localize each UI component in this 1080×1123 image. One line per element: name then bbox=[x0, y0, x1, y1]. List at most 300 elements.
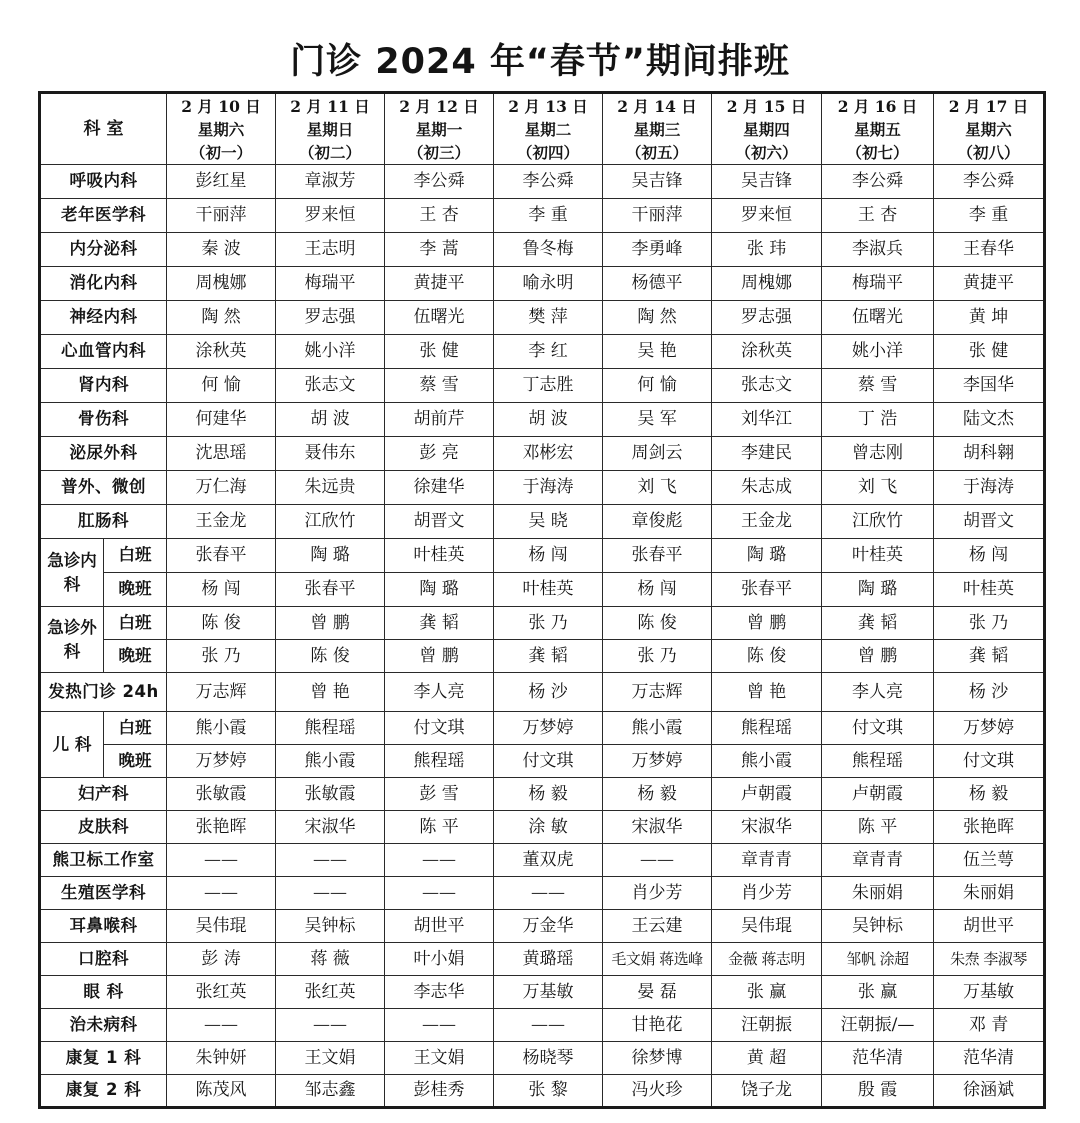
duty-cell: 伍曙光 bbox=[822, 301, 934, 335]
duty-cell: 曾 艳 bbox=[276, 673, 385, 712]
date-header-weekday: 星期六 bbox=[197, 119, 245, 139]
department-group-label: 急诊外科 bbox=[40, 607, 104, 673]
duty-cell: 付文琪 bbox=[822, 712, 934, 745]
duty-cell: 万志辉 bbox=[167, 673, 276, 712]
department-group-label: 急诊内科 bbox=[40, 539, 104, 607]
duty-cell: 宋淑华 bbox=[603, 811, 712, 844]
duty-cell: 丁 浩 bbox=[822, 403, 934, 437]
duty-cell: 樊 萍 bbox=[494, 301, 603, 335]
duty-cell: 熊程瑶 bbox=[385, 745, 494, 778]
table-row bbox=[40, 505, 1045, 539]
duty-cell: 李志华 bbox=[385, 976, 494, 1009]
duty-cell: 付文琪 bbox=[385, 712, 494, 745]
duty-cell: 涂秋英 bbox=[167, 335, 276, 369]
duty-cell: 陈 平 bbox=[822, 811, 934, 844]
duty-cell: 李公舜 bbox=[934, 165, 1045, 199]
date-header bbox=[385, 93, 494, 165]
duty-cell: 曾 鹏 bbox=[822, 640, 934, 673]
duty-cell: 朱焘 李淑琴 bbox=[934, 943, 1045, 976]
duty-cell: 殷 霞 bbox=[822, 1075, 934, 1108]
table-row bbox=[40, 437, 1045, 471]
duty-cell: 万志辉 bbox=[603, 673, 712, 712]
duty-cell: 陶 璐 bbox=[822, 573, 934, 607]
department-label: 肾内科 bbox=[40, 369, 167, 403]
date-header-weekday: 星期二 bbox=[524, 119, 572, 139]
duty-cell: 饶子龙 bbox=[712, 1075, 822, 1108]
duty-cell: 沈思瑶 bbox=[167, 437, 276, 471]
duty-cell: 金薇 蒋志明 bbox=[712, 943, 822, 976]
duty-cell: 杨 闯 bbox=[603, 573, 712, 607]
duty-cell: 何 愉 bbox=[167, 369, 276, 403]
duty-cell: 周槐娜 bbox=[167, 267, 276, 301]
department-label: 神经内科 bbox=[40, 301, 167, 335]
duty-cell: 彭 雪 bbox=[385, 778, 494, 811]
department-label: 普外、微创 bbox=[40, 471, 167, 505]
duty-cell: 熊小霞 bbox=[603, 712, 712, 745]
date-header-weekday: 星期一 bbox=[415, 119, 463, 139]
duty-cell: 吴吉锋 bbox=[603, 165, 712, 199]
duty-cell: 吴 晓 bbox=[494, 505, 603, 539]
duty-cell: 章青青 bbox=[822, 844, 934, 877]
table-row bbox=[40, 369, 1045, 403]
table-row bbox=[40, 607, 1045, 640]
duty-cell: 章淑芳 bbox=[276, 165, 385, 199]
duty-cell: 伍曙光 bbox=[385, 301, 494, 335]
table-row bbox=[40, 335, 1045, 369]
duty-cell: 陈 俊 bbox=[603, 607, 712, 640]
duty-cell: 曾 鹏 bbox=[712, 607, 822, 640]
duty-cell: 伍兰萼 bbox=[934, 844, 1045, 877]
duty-cell: 刘华江 bbox=[712, 403, 822, 437]
duty-cell: 龚 韬 bbox=[494, 640, 603, 673]
department-label: 呼吸内科 bbox=[40, 165, 167, 199]
department-label: 康复 1 科 bbox=[40, 1042, 167, 1075]
duty-cell: 张 乃 bbox=[603, 640, 712, 673]
duty-cell: 朱远贵 bbox=[276, 471, 385, 505]
department-label: 肛肠科 bbox=[40, 505, 167, 539]
duty-cell: 王 杏 bbox=[385, 199, 494, 233]
duty-cell: 万基敏 bbox=[494, 976, 603, 1009]
duty-cell: 朱志成 bbox=[712, 471, 822, 505]
duty-cell: 胡前芹 bbox=[385, 403, 494, 437]
duty-cell: 周槐娜 bbox=[712, 267, 822, 301]
shift-label: 白班 bbox=[104, 607, 167, 640]
date-header-weekday: 星期五 bbox=[854, 119, 901, 139]
department-label: 皮肤科 bbox=[40, 811, 167, 844]
duty-cell: 聂伟东 bbox=[276, 437, 385, 471]
duty-cell: 邓彬宏 bbox=[494, 437, 603, 471]
duty-cell: 卢朝霞 bbox=[822, 778, 934, 811]
duty-cell: 叶桂英 bbox=[822, 539, 934, 573]
duty-cell: 张红英 bbox=[167, 976, 276, 1009]
duty-cell: 张 玮 bbox=[712, 233, 822, 267]
duty-cell: 李国华 bbox=[934, 369, 1045, 403]
duty-cell: 彭红星 bbox=[167, 165, 276, 199]
department-label: 熊卫标工作室 bbox=[40, 844, 167, 877]
duty-cell: 周剑云 bbox=[603, 437, 712, 471]
duty-cell: 杨晓琴 bbox=[494, 1042, 603, 1075]
duty-cell: 叶小娟 bbox=[385, 943, 494, 976]
duty-cell: —— bbox=[494, 1009, 603, 1042]
duty-cell: 万梦婷 bbox=[603, 745, 712, 778]
department-label: 消化内科 bbox=[40, 267, 167, 301]
duty-cell: 万梦婷 bbox=[167, 745, 276, 778]
table-row bbox=[40, 712, 1045, 745]
duty-cell: 吴钟标 bbox=[822, 910, 934, 943]
duty-cell: 吴 军 bbox=[603, 403, 712, 437]
department-label: 治未病科 bbox=[40, 1009, 167, 1042]
duty-cell: 姚小洋 bbox=[276, 335, 385, 369]
duty-cell: 黄捷平 bbox=[934, 267, 1045, 301]
duty-cell: 干丽萍 bbox=[603, 199, 712, 233]
shift-label: 白班 bbox=[104, 539, 167, 573]
duty-cell: 叶桂英 bbox=[385, 539, 494, 573]
duty-cell: 邹帆 涂超 bbox=[822, 943, 934, 976]
date-header-lunar: （初五） bbox=[626, 142, 689, 162]
duty-cell: 黄 坤 bbox=[934, 301, 1045, 335]
department-label: 发热门诊 24h bbox=[40, 673, 167, 712]
duty-cell: 李 红 bbox=[494, 335, 603, 369]
table-row bbox=[40, 539, 1045, 573]
duty-cell: 姚小洋 bbox=[822, 335, 934, 369]
duty-cell: 徐建华 bbox=[385, 471, 494, 505]
duty-cell: 张 黎 bbox=[494, 1075, 603, 1108]
duty-cell: 江欣竹 bbox=[276, 505, 385, 539]
duty-cell: 杨 沙 bbox=[934, 673, 1045, 712]
duty-cell: 陈 俊 bbox=[276, 640, 385, 673]
date-header-date: 2 月 11 日 bbox=[290, 96, 370, 116]
duty-cell: 杨 闯 bbox=[167, 573, 276, 607]
duty-cell: 张 乃 bbox=[167, 640, 276, 673]
duty-cell: 胡世平 bbox=[934, 910, 1045, 943]
duty-cell: 万梦婷 bbox=[494, 712, 603, 745]
duty-cell: 江欣竹 bbox=[822, 505, 934, 539]
duty-cell: 张志文 bbox=[276, 369, 385, 403]
duty-cell: 宋淑华 bbox=[276, 811, 385, 844]
duty-cell: 陶 然 bbox=[167, 301, 276, 335]
duty-cell: 于海涛 bbox=[934, 471, 1045, 505]
duty-cell: 叶桂英 bbox=[494, 573, 603, 607]
duty-cell: 刘 飞 bbox=[603, 471, 712, 505]
duty-cell: 朱丽娟 bbox=[822, 877, 934, 910]
duty-cell: 张艳晖 bbox=[167, 811, 276, 844]
department-label: 康复 2 科 bbox=[40, 1075, 167, 1108]
duty-cell: 喻永明 bbox=[494, 267, 603, 301]
duty-cell: —— bbox=[603, 844, 712, 877]
date-header bbox=[934, 93, 1045, 165]
duty-cell: —— bbox=[276, 844, 385, 877]
date-header-lunar: （初四） bbox=[517, 142, 580, 162]
duty-cell: 范华清 bbox=[822, 1042, 934, 1075]
department-label: 口腔科 bbox=[40, 943, 167, 976]
duty-cell: 胡 波 bbox=[276, 403, 385, 437]
table-row bbox=[40, 165, 1045, 199]
duty-cell: —— bbox=[167, 877, 276, 910]
department-label: 骨伤科 bbox=[40, 403, 167, 437]
duty-cell: 李公舜 bbox=[822, 165, 934, 199]
duty-cell: 陶 璐 bbox=[385, 573, 494, 607]
duty-cell: 胡晋文 bbox=[385, 505, 494, 539]
duty-cell: 胡 波 bbox=[494, 403, 603, 437]
duty-cell: 张 健 bbox=[385, 335, 494, 369]
duty-cell: 陶 然 bbox=[603, 301, 712, 335]
duty-cell: 熊程瑶 bbox=[276, 712, 385, 745]
duty-cell: 熊小霞 bbox=[276, 745, 385, 778]
duty-cell: 王文娟 bbox=[276, 1042, 385, 1075]
table-row bbox=[40, 1075, 1045, 1108]
duty-cell: —— bbox=[167, 844, 276, 877]
table-row bbox=[40, 471, 1045, 505]
duty-cell: 章俊彪 bbox=[603, 505, 712, 539]
duty-cell: 吴 艳 bbox=[603, 335, 712, 369]
table-row bbox=[40, 233, 1045, 267]
duty-cell: 汪朝振/— bbox=[822, 1009, 934, 1042]
duty-cell: 曾 鹏 bbox=[385, 640, 494, 673]
date-header-date: 2 月 10 日 bbox=[181, 96, 261, 116]
duty-cell: 张春平 bbox=[167, 539, 276, 573]
duty-cell: 蒋 薇 bbox=[276, 943, 385, 976]
table-row bbox=[40, 301, 1045, 335]
duty-cell: 熊小霞 bbox=[712, 745, 822, 778]
duty-cell: 罗志强 bbox=[276, 301, 385, 335]
duty-cell: 付文琪 bbox=[934, 745, 1045, 778]
table-row bbox=[40, 943, 1045, 976]
duty-cell: 杨 毅 bbox=[934, 778, 1045, 811]
duty-cell: 王金龙 bbox=[712, 505, 822, 539]
duty-cell: 涂 敏 bbox=[494, 811, 603, 844]
duty-cell: —— bbox=[167, 1009, 276, 1042]
duty-cell: —— bbox=[276, 877, 385, 910]
duty-cell: 李 重 bbox=[494, 199, 603, 233]
duty-cell: 张艳晖 bbox=[934, 811, 1045, 844]
duty-cell: 杨 毅 bbox=[603, 778, 712, 811]
duty-cell: 胡晋文 bbox=[934, 505, 1045, 539]
department-label: 内分泌科 bbox=[40, 233, 167, 267]
duty-cell: 何 愉 bbox=[603, 369, 712, 403]
date-header-date: 2 月 17 日 bbox=[948, 96, 1029, 116]
duty-cell: 蔡 雪 bbox=[385, 369, 494, 403]
duty-cell: 陈 平 bbox=[385, 811, 494, 844]
table-row bbox=[40, 267, 1045, 301]
duty-cell: —— bbox=[276, 1009, 385, 1042]
duty-cell: 张春平 bbox=[276, 573, 385, 607]
duty-cell: 王 杏 bbox=[822, 199, 934, 233]
duty-cell: 陶 璐 bbox=[712, 539, 822, 573]
duty-cell: 彭桂秀 bbox=[385, 1075, 494, 1108]
date-header-lunar: （初二） bbox=[299, 142, 362, 162]
table-row bbox=[40, 745, 1045, 778]
duty-cell: 张敏霞 bbox=[167, 778, 276, 811]
duty-cell: 曾 鹏 bbox=[276, 607, 385, 640]
table-row bbox=[40, 976, 1045, 1009]
duty-cell: 晏 磊 bbox=[603, 976, 712, 1009]
duty-cell: 朱丽娟 bbox=[934, 877, 1045, 910]
date-header bbox=[276, 93, 385, 165]
duty-cell: 万仁海 bbox=[167, 471, 276, 505]
duty-cell: 李人亮 bbox=[385, 673, 494, 712]
duty-cell: —— bbox=[494, 877, 603, 910]
table-row bbox=[40, 673, 1045, 712]
duty-cell: 张春平 bbox=[712, 573, 822, 607]
duty-cell: 彭 涛 bbox=[167, 943, 276, 976]
duty-cell: 徐涵斌 bbox=[934, 1075, 1045, 1108]
department-label: 眼 科 bbox=[40, 976, 167, 1009]
duty-cell: 胡科翱 bbox=[934, 437, 1045, 471]
table-row bbox=[40, 877, 1045, 910]
duty-cell: 张 乃 bbox=[494, 607, 603, 640]
duty-cell: 蔡 雪 bbox=[822, 369, 934, 403]
duty-cell: 肖少芳 bbox=[603, 877, 712, 910]
duty-cell: 龚 韬 bbox=[822, 607, 934, 640]
duty-cell: 梅瑞平 bbox=[276, 267, 385, 301]
duty-cell: 卢朝霞 bbox=[712, 778, 822, 811]
duty-cell: 龚 韬 bbox=[385, 607, 494, 640]
date-header-date: 2 月 13 日 bbox=[508, 96, 588, 116]
duty-cell: 甘艳花 bbox=[603, 1009, 712, 1042]
date-header-weekday: 星期四 bbox=[743, 119, 790, 139]
duty-cell: 李公舜 bbox=[494, 165, 603, 199]
department-label: 生殖医学科 bbox=[40, 877, 167, 910]
duty-cell: 王春华 bbox=[934, 233, 1045, 267]
department-label: 耳鼻喉科 bbox=[40, 910, 167, 943]
duty-cell: 涂秋英 bbox=[712, 335, 822, 369]
shift-label: 晚班 bbox=[104, 640, 167, 673]
duty-cell: 万基敏 bbox=[934, 976, 1045, 1009]
duty-cell: 杨德平 bbox=[603, 267, 712, 301]
duty-cell: 张敏霞 bbox=[276, 778, 385, 811]
duty-cell: 罗来恒 bbox=[276, 199, 385, 233]
duty-cell: 邓 青 bbox=[934, 1009, 1045, 1042]
date-header-weekday: 星期六 bbox=[965, 119, 1012, 139]
duty-cell: 罗来恒 bbox=[712, 199, 822, 233]
date-header-date: 2 月 15 日 bbox=[726, 96, 807, 116]
duty-cell: 汪朝振 bbox=[712, 1009, 822, 1042]
duty-cell: 吴伟琨 bbox=[712, 910, 822, 943]
duty-cell: 邹志鑫 bbox=[276, 1075, 385, 1108]
date-header-lunar: （初六） bbox=[735, 142, 798, 162]
page-title: 门诊 2024 年“春节”期间排班 bbox=[290, 42, 790, 82]
duty-cell: 曾 艳 bbox=[712, 673, 822, 712]
date-header-lunar: （初七） bbox=[846, 142, 909, 162]
department-column-header: 科 室 bbox=[40, 93, 167, 165]
table-row bbox=[40, 573, 1045, 607]
duty-cell: 干丽萍 bbox=[167, 199, 276, 233]
shift-label: 白班 bbox=[104, 712, 167, 745]
duty-cell: 章青青 bbox=[712, 844, 822, 877]
duty-cell: 陈茂风 bbox=[167, 1075, 276, 1108]
duty-cell: 冯火珍 bbox=[603, 1075, 712, 1108]
duty-cell: 黄捷平 bbox=[385, 267, 494, 301]
duty-cell: 吴伟琨 bbox=[167, 910, 276, 943]
department-label: 老年医学科 bbox=[40, 199, 167, 233]
duty-cell: 张志文 bbox=[712, 369, 822, 403]
duty-roster-table bbox=[38, 91, 1046, 1109]
duty-cell: 付文琪 bbox=[494, 745, 603, 778]
date-header bbox=[167, 93, 276, 165]
duty-cell: 吴钟标 bbox=[276, 910, 385, 943]
date-header-date: 2 月 12 日 bbox=[399, 96, 479, 116]
date-header bbox=[712, 93, 822, 165]
date-header bbox=[603, 93, 712, 165]
table-row bbox=[40, 778, 1045, 811]
duty-cell: 王云建 bbox=[603, 910, 712, 943]
duty-cell: 张 健 bbox=[934, 335, 1045, 369]
duty-cell: 李建民 bbox=[712, 437, 822, 471]
date-header-date: 2 月 16 日 bbox=[837, 96, 918, 116]
date-header bbox=[494, 93, 603, 165]
department-label: 心血管内科 bbox=[40, 335, 167, 369]
table-row bbox=[40, 910, 1045, 943]
duty-cell: 李淑兵 bbox=[822, 233, 934, 267]
date-header-date: 2 月 14 日 bbox=[617, 96, 697, 116]
duty-cell: 于海涛 bbox=[494, 471, 603, 505]
duty-cell: 梅瑞平 bbox=[822, 267, 934, 301]
table-row bbox=[40, 199, 1045, 233]
duty-cell: —— bbox=[385, 877, 494, 910]
duty-cell: 徐梦博 bbox=[603, 1042, 712, 1075]
duty-cell: 杨 毅 bbox=[494, 778, 603, 811]
shift-label: 晚班 bbox=[104, 745, 167, 778]
department-label: 泌尿外科 bbox=[40, 437, 167, 471]
duty-cell: 张 赢 bbox=[822, 976, 934, 1009]
duty-cell: 黄璐瑶 bbox=[494, 943, 603, 976]
duty-cell: 丁志胜 bbox=[494, 369, 603, 403]
duty-cell: 肖少芳 bbox=[712, 877, 822, 910]
duty-cell: 吴吉锋 bbox=[712, 165, 822, 199]
table-row bbox=[40, 403, 1045, 437]
duty-cell: 张 赢 bbox=[712, 976, 822, 1009]
duty-cell: 李勇峰 bbox=[603, 233, 712, 267]
duty-cell: 董双虎 bbox=[494, 844, 603, 877]
duty-cell: 王文娟 bbox=[385, 1042, 494, 1075]
shift-label: 晚班 bbox=[104, 573, 167, 607]
duty-cell: 陶 璐 bbox=[276, 539, 385, 573]
duty-cell: 张红英 bbox=[276, 976, 385, 1009]
date-header-lunar: （初八） bbox=[957, 142, 1020, 162]
duty-cell: 朱钟妍 bbox=[167, 1042, 276, 1075]
duty-cell: 龚 韬 bbox=[934, 640, 1045, 673]
table-row bbox=[40, 1009, 1045, 1042]
table-row bbox=[40, 640, 1045, 673]
department-label: 妇产科 bbox=[40, 778, 167, 811]
duty-cell: 何建华 bbox=[167, 403, 276, 437]
duty-cell: 胡世平 bbox=[385, 910, 494, 943]
duty-cell: 范华清 bbox=[934, 1042, 1045, 1075]
duty-cell: 张春平 bbox=[603, 539, 712, 573]
duty-cell: 李公舜 bbox=[385, 165, 494, 199]
duty-cell: 王志明 bbox=[276, 233, 385, 267]
duty-cell: 熊小霞 bbox=[167, 712, 276, 745]
duty-cell: 刘 飞 bbox=[822, 471, 934, 505]
duty-cell: 罗志强 bbox=[712, 301, 822, 335]
duty-cell: 李 重 bbox=[934, 199, 1045, 233]
date-header bbox=[822, 93, 934, 165]
duty-cell: 万梦婷 bbox=[934, 712, 1045, 745]
duty-cell: 陈 俊 bbox=[712, 640, 822, 673]
table-row bbox=[40, 1042, 1045, 1075]
duty-cell: 熊程瑶 bbox=[822, 745, 934, 778]
duty-cell: 熊程瑶 bbox=[712, 712, 822, 745]
duty-cell: 杨 闯 bbox=[934, 539, 1045, 573]
duty-cell: 李 蒿 bbox=[385, 233, 494, 267]
date-header-lunar: （初一） bbox=[190, 142, 253, 162]
duty-cell: 黄 超 bbox=[712, 1042, 822, 1075]
duty-cell: 宋淑华 bbox=[712, 811, 822, 844]
duty-cell: 陆文杰 bbox=[934, 403, 1045, 437]
duty-cell: 曾志刚 bbox=[822, 437, 934, 471]
duty-cell: 杨 沙 bbox=[494, 673, 603, 712]
duty-cell: 鲁冬梅 bbox=[494, 233, 603, 267]
